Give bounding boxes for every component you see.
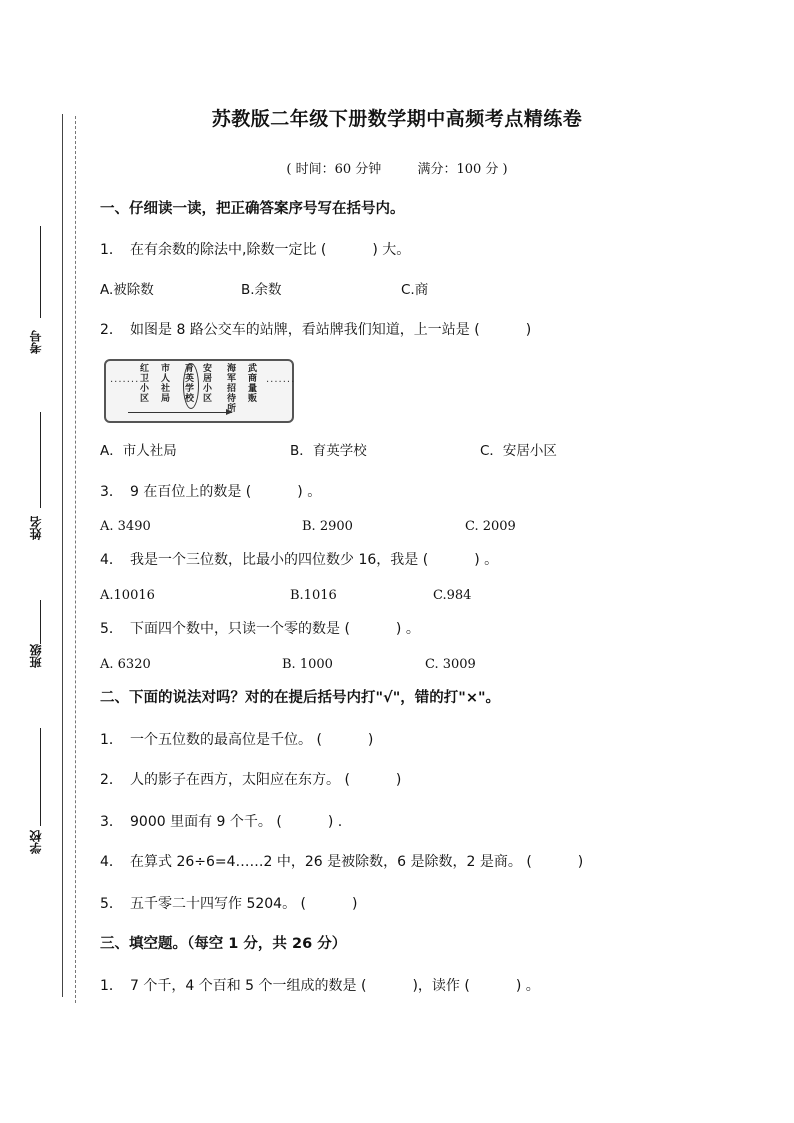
question-text-end: ) bbox=[577, 854, 584, 870]
option-b[interactable]: B.1016 bbox=[290, 588, 337, 603]
question-number: 3． bbox=[100, 814, 123, 830]
s2-question-3 bbox=[100, 813, 342, 831]
question-number: 1． bbox=[100, 732, 123, 748]
score-info: 满分：100 分 ) bbox=[417, 162, 508, 177]
option-a[interactable]: A.被除数 bbox=[100, 282, 154, 298]
question-text: 我是一个三位数，比最小的四位数少 16，我是 ( bbox=[130, 552, 429, 568]
question-number: 2． bbox=[100, 772, 123, 788]
stop-name: 武商量贩 bbox=[247, 364, 257, 404]
question-text-end: ) 。 bbox=[474, 552, 499, 568]
name-underline bbox=[40, 412, 41, 508]
exam-number-label: 考号 bbox=[29, 330, 43, 354]
question-number: 1． bbox=[100, 978, 123, 994]
option-c[interactable]: C．安居小区 bbox=[480, 443, 557, 459]
option-c[interactable]: C.984 bbox=[433, 588, 472, 603]
s2-question-4 bbox=[100, 853, 583, 871]
option-b[interactable]: B．育英学校 bbox=[290, 443, 367, 459]
question-text-end: ) bbox=[367, 732, 374, 748]
option-b[interactable]: B. 2900 bbox=[302, 519, 353, 534]
school-label: 学校 bbox=[29, 830, 43, 854]
question-text-end: ) 。 bbox=[395, 621, 420, 637]
s2-question-1 bbox=[100, 731, 373, 749]
stop-name: 市人社局 bbox=[160, 364, 170, 404]
question-text: 如图是 8 路公交车的站牌，看站牌我们知道，上一站是 ( bbox=[130, 322, 480, 338]
question-text: 五千零二十四写作 5204。 ( bbox=[130, 896, 306, 912]
sign-dots-right: ······· bbox=[266, 377, 296, 388]
question-text: 下面四个数中，只读一个零的数是 ( bbox=[130, 621, 350, 637]
option-a[interactable]: A.10016 bbox=[100, 588, 155, 603]
option-a[interactable]: A. 6320 bbox=[100, 657, 151, 672]
time-info: ( 时间：60 分钟 bbox=[286, 162, 382, 177]
option-a[interactable]: A．市人社局 bbox=[100, 443, 177, 459]
option-a[interactable]: A. 3490 bbox=[100, 519, 151, 534]
question-text-mid: )，读作 ( bbox=[412, 978, 470, 994]
s2-question-5 bbox=[100, 895, 357, 913]
class-field[interactable] bbox=[28, 600, 48, 680]
stop-name: 红卫小区 bbox=[139, 364, 149, 404]
s1-question-5 bbox=[100, 620, 420, 638]
option-c[interactable]: C.商 bbox=[401, 282, 429, 298]
s1-question-2 bbox=[100, 321, 531, 339]
question-number: 4． bbox=[100, 854, 123, 870]
name-label: 姓名 bbox=[29, 516, 43, 540]
s1-question-3 bbox=[100, 483, 321, 501]
question-text: 在有余数的除法中,除数一定比 ( bbox=[130, 242, 327, 258]
question-number: 4． bbox=[100, 552, 123, 568]
question-text-end: ) bbox=[352, 896, 358, 912]
question-text: 9000 里面有 9 个千。 ( bbox=[130, 814, 282, 830]
question-text-end: ) bbox=[395, 772, 402, 788]
binding-line-dashed bbox=[75, 116, 76, 1003]
question-number: 5． bbox=[100, 896, 123, 912]
section2-heading: 二、下面的说法对吗？对的在提后括号内打"√"，错的打"×"。 bbox=[100, 690, 501, 706]
question-text-end: ) 大。 bbox=[372, 242, 411, 258]
question-text: 7 个千，4 个百和 5 个一组成的数是 ( bbox=[130, 978, 367, 994]
s2-question-2 bbox=[100, 771, 401, 789]
binding-line-solid bbox=[62, 114, 63, 997]
option-c[interactable]: C. 3009 bbox=[425, 657, 476, 672]
s3-question-1 bbox=[100, 977, 540, 995]
question-text: 一个五位数的最高位是千位。 ( bbox=[130, 732, 322, 748]
stop-name: 海军招待所 bbox=[226, 364, 236, 414]
question-text: 在算式 26÷6=4……2 中，26 是被除数，6 是除数，2 是商。 ( bbox=[130, 854, 532, 870]
s1-question-4 bbox=[100, 551, 498, 569]
question-number: 1． bbox=[100, 242, 123, 258]
class-label: 班级 bbox=[29, 644, 43, 668]
question-text: 人的影子在西方，太阳应在东方。 ( bbox=[130, 772, 350, 788]
section1-heading: 一、仔细读一读，把正确答案序号写在括号内。 bbox=[100, 201, 405, 217]
school-field[interactable] bbox=[28, 728, 48, 868]
section3-heading: 三、填空题。（每空 1 分，共 26 分） bbox=[100, 936, 347, 952]
question-text-end: ) bbox=[525, 322, 532, 338]
direction-arrow-icon bbox=[128, 412, 232, 413]
school-underline bbox=[40, 728, 41, 826]
question-text-end: ) 。 bbox=[515, 978, 540, 994]
exam-number-underline bbox=[40, 226, 41, 318]
option-b[interactable]: B. 1000 bbox=[282, 657, 333, 672]
question-text-end: ) . bbox=[327, 814, 343, 830]
stop-name: 育英学校 bbox=[184, 364, 194, 404]
bus-stop-sign bbox=[104, 359, 294, 423]
question-number: 5． bbox=[100, 621, 123, 637]
current-stop-highlight bbox=[183, 363, 199, 409]
exam-number-field[interactable] bbox=[28, 226, 48, 366]
option-c[interactable]: C. 2009 bbox=[465, 519, 516, 534]
question-text-end: ) 。 bbox=[297, 484, 322, 500]
s1-question-1 bbox=[100, 241, 410, 259]
option-b[interactable]: B.余数 bbox=[241, 282, 282, 298]
sign-dots-left: ······· bbox=[110, 377, 140, 388]
name-field[interactable] bbox=[28, 412, 48, 552]
page-title: 苏教版二年级下册数学期中高频考点精练卷 bbox=[211, 108, 583, 130]
question-number: 2． bbox=[100, 322, 123, 338]
exam-meta bbox=[0, 158, 794, 177]
stop-name: 安居小区 bbox=[202, 364, 212, 404]
question-number: 3． bbox=[100, 484, 123, 500]
class-underline bbox=[40, 600, 41, 644]
question-text: 9 在百位上的数是 ( bbox=[130, 484, 252, 500]
